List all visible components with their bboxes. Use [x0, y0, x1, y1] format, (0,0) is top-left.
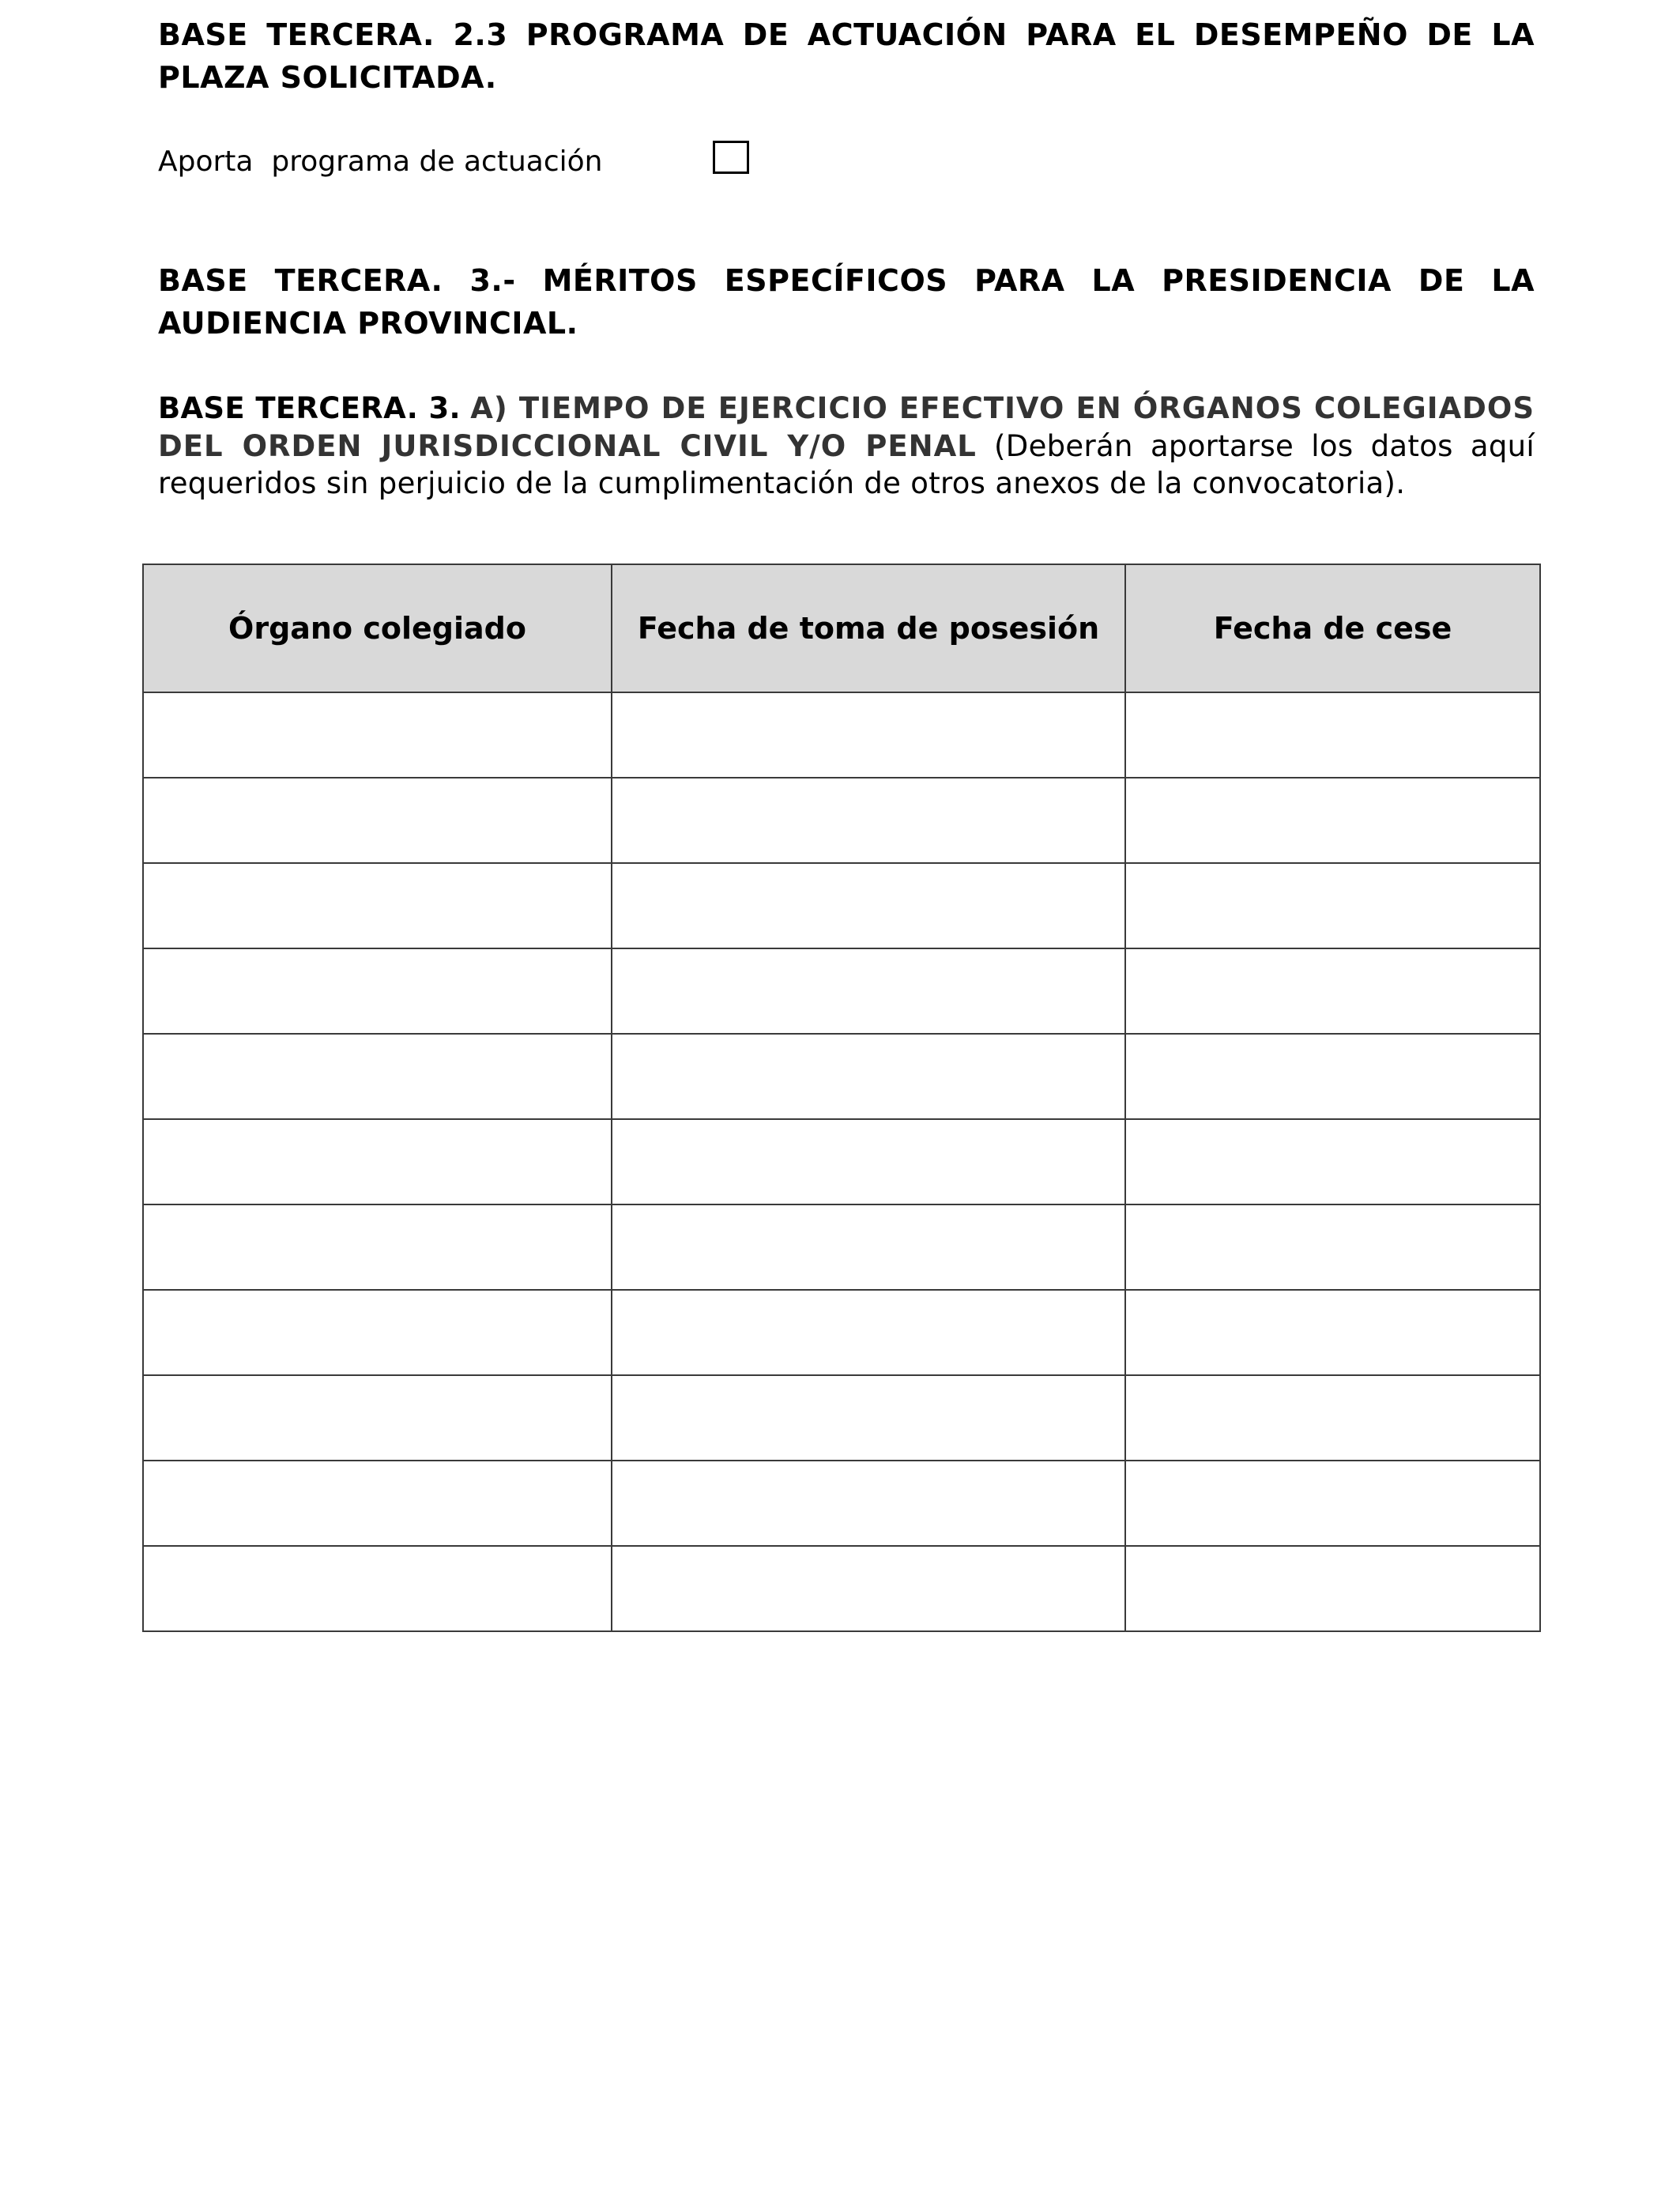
organo-cell[interactable] [143, 1546, 612, 1631]
fecha-posesion-cell[interactable] [612, 1375, 1125, 1461]
programa-heading: BASE TERCERA. 2.3 PROGRAMA DE ACTUACIÓN PARA EL DESEMPEÑO DE LA PLAZA SOLICITADA. [158, 17, 1535, 95]
fecha-cese-cell[interactable] [1125, 692, 1540, 778]
fecha-cese-cell-value[interactable] [1126, 1376, 1539, 1460]
fecha-posesion-cell[interactable] [612, 692, 1125, 778]
organo-cell-value[interactable] [144, 1120, 611, 1204]
fecha-cese-cell-value[interactable] [1126, 1547, 1539, 1630]
organo-cell[interactable] [143, 1290, 612, 1375]
tiempo-heading: A) TIEMPO DE EJERCICIO EFECTIVO EN ÓRGANOS COLEGIADOS DEL ORDEN JURISDICCIONAL CIVIL Y/O PENAL [158, 391, 1535, 463]
organo-cell-value[interactable] [144, 864, 611, 948]
fecha-cese-cell-value[interactable] [1126, 1120, 1539, 1204]
fecha-posesion-cell-value[interactable] [612, 949, 1124, 1033]
table-row [143, 1461, 1540, 1546]
fecha-posesion-cell[interactable] [612, 1204, 1125, 1290]
table-row [143, 692, 1540, 778]
tiempo-note: (Deberán aportarse los datos aquí requeridos sin perjuicio de la cumplimentación de otros anexos de la convocatoria). [158, 428, 1535, 500]
meritos-heading: BASE TERCERA. 3.- MÉRITOS ESPECÍFICOS PARA LA PRESIDENCIA DE LA AUDIENCIA PROVINCIAL. [158, 263, 1535, 341]
fecha-posesion-cell-value[interactable] [612, 1547, 1124, 1630]
organo-cell-value[interactable] [144, 1205, 611, 1289]
fecha-posesion-cell-value[interactable] [612, 1376, 1124, 1460]
fecha-cese-cell[interactable] [1125, 1290, 1540, 1375]
header-organo: Órgano colegiado [143, 564, 612, 692]
fecha-cese-cell[interactable] [1125, 1546, 1540, 1631]
fecha-cese-cell[interactable] [1125, 1119, 1540, 1204]
aporta-programa-label: Aporta programa de actuación [158, 145, 603, 178]
fecha-posesion-cell-value[interactable] [612, 864, 1124, 948]
organo-cell[interactable] [143, 1375, 612, 1461]
fecha-cese-cell-value[interactable] [1126, 1291, 1539, 1374]
fecha-cese-cell-value[interactable] [1126, 1205, 1539, 1289]
header-fecha-cese: Fecha de cese [1125, 564, 1540, 692]
organo-cell[interactable] [143, 778, 612, 863]
header-fecha-posesion: Fecha de toma de posesión [612, 564, 1125, 692]
fecha-cese-cell-value[interactable] [1126, 1035, 1539, 1118]
organo-cell[interactable] [143, 1461, 612, 1546]
fecha-cese-cell-value[interactable] [1126, 693, 1539, 777]
table-row [143, 948, 1540, 1034]
fecha-cese-cell-value[interactable] [1126, 778, 1539, 862]
fecha-posesion-cell-value[interactable] [612, 1205, 1124, 1289]
fecha-cese-cell[interactable] [1125, 778, 1540, 863]
tiempo-ejercicio-paragraph [158, 390, 1535, 503]
aporta-programa-row [158, 141, 790, 182]
organo-cell-value[interactable] [144, 1547, 611, 1630]
fecha-cese-cell-value[interactable] [1126, 864, 1539, 948]
organo-cell[interactable] [143, 863, 612, 948]
fecha-cese-cell-value[interactable] [1126, 949, 1539, 1033]
table-row [143, 1034, 1540, 1119]
table-row [143, 1119, 1540, 1204]
fecha-cese-cell[interactable] [1125, 948, 1540, 1034]
fecha-posesion-cell[interactable] [612, 1034, 1125, 1119]
table-row [143, 778, 1540, 863]
organo-cell-value[interactable] [144, 1035, 611, 1118]
organos-table [142, 564, 1541, 1632]
fecha-cese-cell[interactable] [1125, 1034, 1540, 1119]
fecha-posesion-cell[interactable] [612, 948, 1125, 1034]
fecha-posesion-cell-value[interactable] [612, 1461, 1124, 1545]
fecha-posesion-cell[interactable] [612, 863, 1125, 948]
tiempo-lead: BASE TERCERA. 3. [158, 391, 461, 425]
fecha-posesion-cell-value[interactable] [612, 778, 1124, 862]
fecha-posesion-cell[interactable] [612, 1290, 1125, 1375]
organo-cell-value[interactable] [144, 1376, 611, 1460]
fecha-cese-cell[interactable] [1125, 1375, 1540, 1461]
fecha-posesion-cell-value[interactable] [612, 1035, 1124, 1118]
fecha-posesion-cell-value[interactable] [612, 693, 1124, 777]
organo-cell-value[interactable] [144, 1461, 611, 1545]
fecha-posesion-cell-value[interactable] [612, 1120, 1124, 1204]
organo-cell[interactable] [143, 1119, 612, 1204]
organo-cell[interactable] [143, 1204, 612, 1290]
organo-cell-value[interactable] [144, 778, 611, 862]
aporta-programa-checkbox[interactable] [713, 141, 749, 174]
fecha-cese-cell[interactable] [1125, 1204, 1540, 1290]
table-row [143, 1546, 1540, 1631]
fecha-cese-cell[interactable] [1125, 863, 1540, 948]
table-row [143, 1375, 1540, 1461]
organo-cell-value[interactable] [144, 949, 611, 1033]
table-body [143, 692, 1540, 1631]
fecha-posesion-cell-value[interactable] [612, 1291, 1124, 1374]
fecha-posesion-cell[interactable] [612, 1119, 1125, 1204]
fecha-posesion-cell[interactable] [612, 1546, 1125, 1631]
organo-cell-value[interactable] [144, 693, 611, 777]
table-row [143, 863, 1540, 948]
table-header-row [143, 564, 1540, 692]
organo-cell-value[interactable] [144, 1291, 611, 1374]
table-row [143, 1204, 1540, 1290]
fecha-cese-cell-value[interactable] [1126, 1461, 1539, 1545]
table-row [143, 1290, 1540, 1375]
organo-cell[interactable] [143, 948, 612, 1034]
fecha-cese-cell[interactable] [1125, 1461, 1540, 1546]
organo-cell[interactable] [143, 692, 612, 778]
fecha-posesion-cell[interactable] [612, 1461, 1125, 1546]
organo-cell[interactable] [143, 1034, 612, 1119]
fecha-posesion-cell[interactable] [612, 778, 1125, 863]
